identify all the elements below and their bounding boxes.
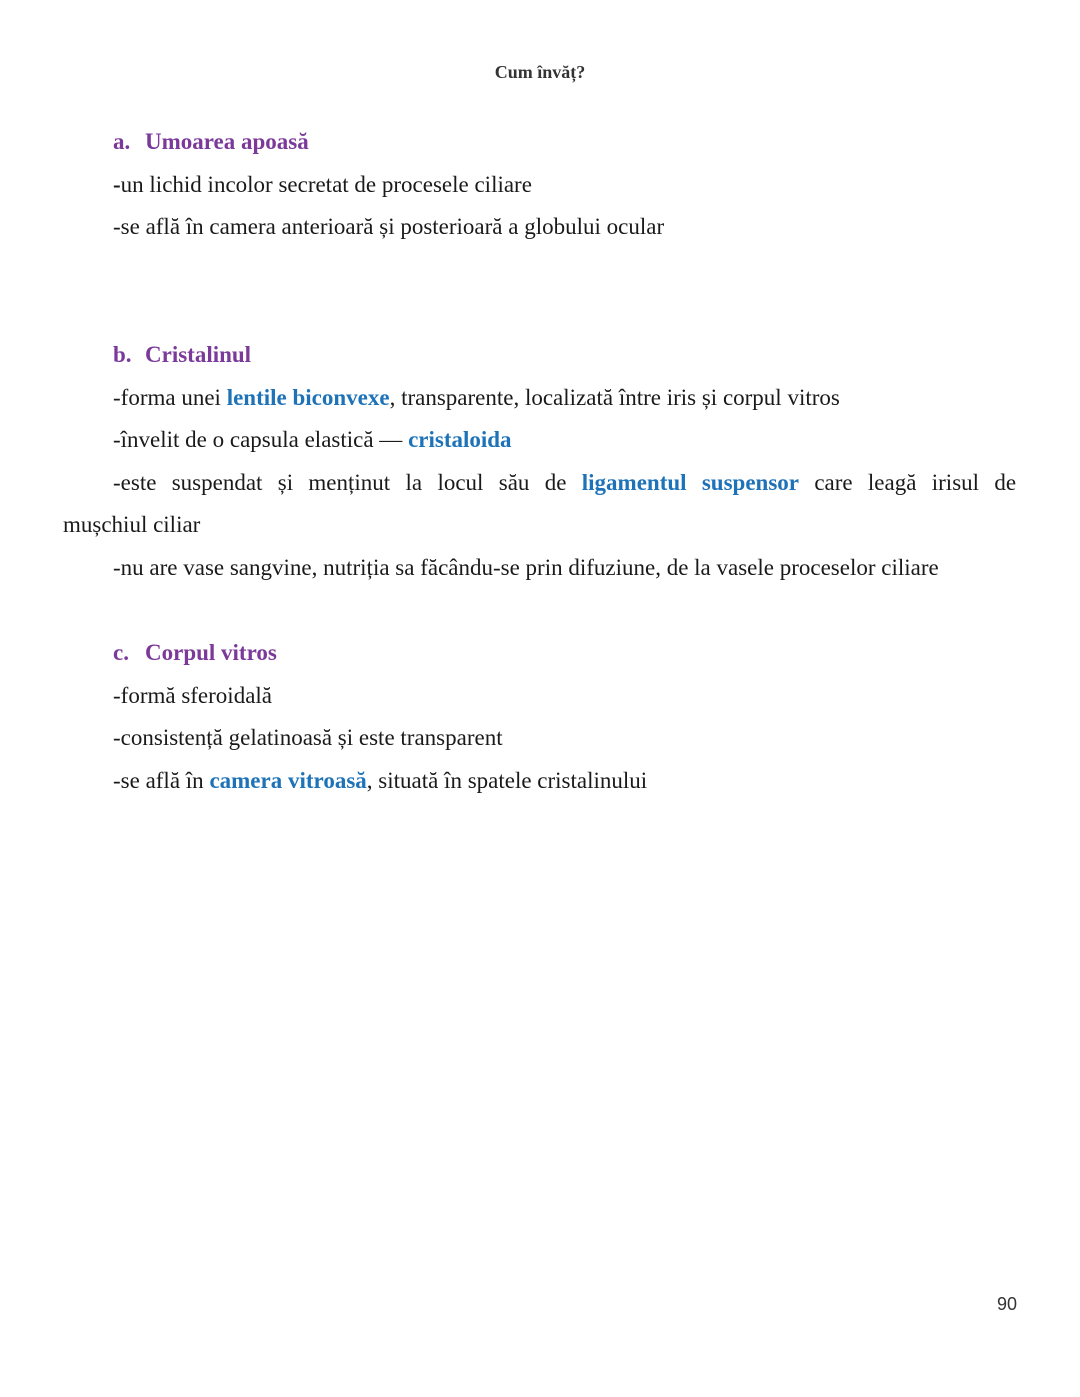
page-number: 90: [996, 1294, 1017, 1314]
section-a-label: a.: [113, 129, 131, 154]
section-b-line-3: [113, 469, 1016, 497]
section-a-line-1-dash: -: [113, 172, 121, 197]
section-a-heading: [113, 128, 309, 156]
section-c-line-3-pre: -se află în: [113, 768, 210, 793]
section-b-line-2: [113, 426, 512, 454]
line3-word: irisul: [931, 470, 980, 495]
highlight-camera-vitroasa: camera vitroasă: [209, 768, 367, 793]
section-a-line-1-text: un lichid incolor secretat de procesele ciliare: [120, 172, 532, 197]
section-b-label: b.: [113, 342, 132, 367]
section-c-line-3: [113, 767, 647, 795]
section-b-title: Cristalinul: [145, 342, 252, 367]
highlight-cristaloida: cristaloida: [408, 427, 512, 452]
section-c-title: Corpul vitros: [145, 640, 277, 665]
line3-word: și: [277, 470, 294, 495]
line3-word: leagă: [867, 470, 917, 495]
section-c-line-1: -formă sferoidală: [113, 683, 273, 708]
section-a-line-1: [113, 171, 532, 199]
section-c-line-2: -consistență gelatinoasă și este transparent: [113, 725, 503, 750]
line3-word: -este: [113, 470, 157, 495]
section-c-heading: [113, 639, 277, 667]
line3-word: său: [498, 470, 530, 495]
section-a-title: Umoarea apoasă: [145, 129, 309, 154]
section-b-line-3-continuation: mușchiul ciliar: [63, 512, 201, 537]
section-c-line-3-post: , situată în spatele cristalinului: [366, 768, 648, 793]
highlight-lentile-biconvexe: lentile biconvexe: [226, 385, 390, 410]
section-b-heading: [113, 341, 251, 369]
section-b-line-1: [113, 384, 840, 412]
line3-word: menținut: [308, 470, 391, 495]
section-b-line-1-post: , transparente, localizată între iris și corpul vitros: [389, 385, 840, 410]
line3-word: de: [544, 470, 567, 495]
highlight-ligamentul-suspensor: ligamentul suspensor: [581, 470, 799, 495]
section-b-line-2-pre: -învelit de o capsula elastică —: [113, 427, 409, 452]
line3-word: de: [994, 470, 1017, 495]
line3-word: la: [405, 470, 423, 495]
section-a-line-2: -se află în camera anterioară și posterioară a globului ocular: [113, 214, 665, 239]
line3-word: care: [814, 470, 853, 495]
section-b-line-1-pre: -forma unei: [113, 385, 227, 410]
section-c-label: c.: [113, 640, 129, 665]
section-b-line-4: -nu are vase sangvine, nutriția sa făcându-se prin difuziune, de la vasele proceselor ciliare: [113, 555, 939, 580]
page-header-title: Cum învăț?: [494, 62, 586, 82]
line3-word: locul: [437, 470, 484, 495]
line3-word: suspendat: [171, 470, 263, 495]
